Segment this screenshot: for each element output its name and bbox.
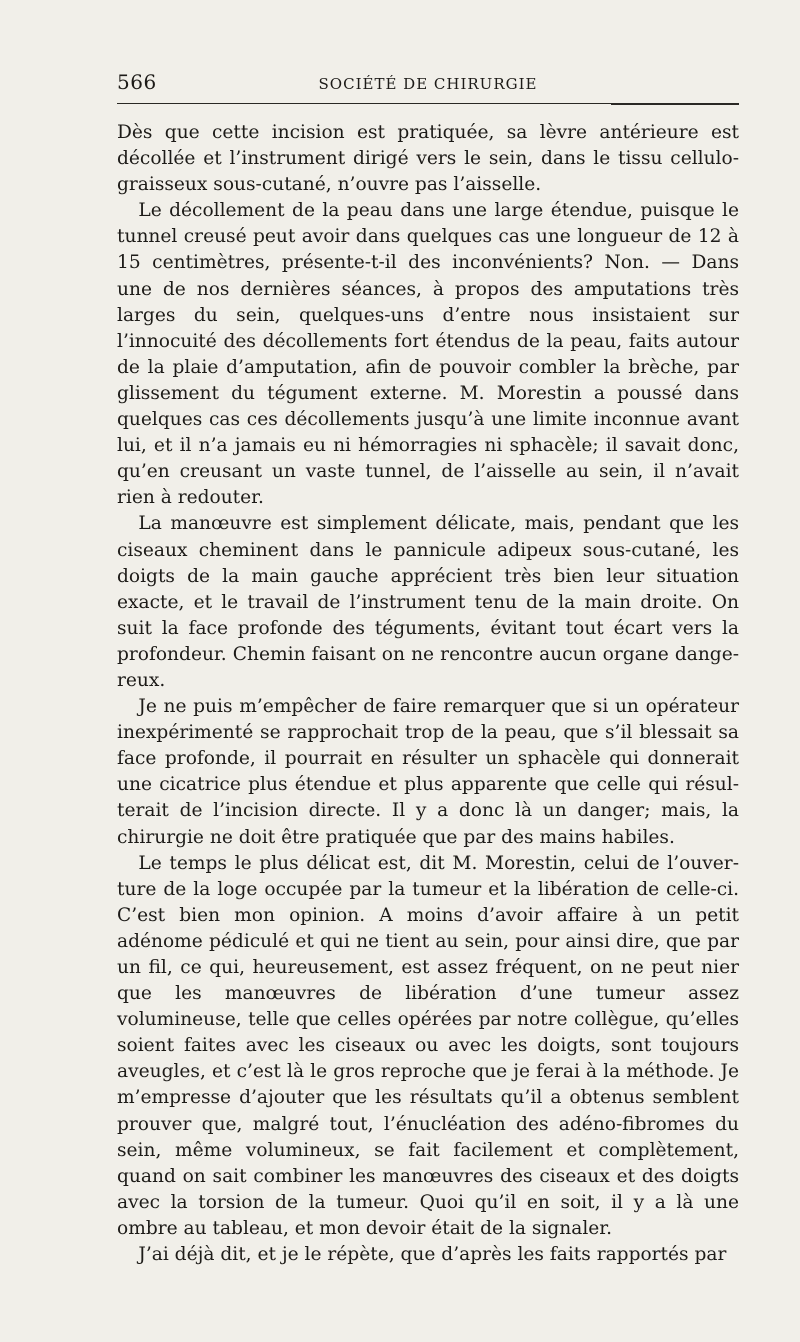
paragraph: Je ne puis m’empêcher de faire remarquer que si un opérateur inexpérimenté se rapprochait trop de la peau, que s’il blessait sa face profonde, il pourrait en résulter un sphacèle qui donnerait une cicatrice plus étendue et plus apparente que celle qui résulterait de l’incision directe. Il y a donc là un danger; mais, la chirurgie ne doit être pratiquée que par des mains habiles.	[117, 696, 739, 848]
paragraph: La manœuvre est simplement délicate, mais, pendant que les ciseaux cheminent dans le pannicule adipeux sous-cutané, les doigts de la main gauche apprécient très bien leur situation exacte, et le travail de l’instrument tenu de la main droite. On suit la face profonde des téguments, évitant tout écart vers la profondeur. Chemin faisant on ne rencontre aucun organe dangereux.	[117, 513, 739, 691]
paragraph: Le temps le plus délicat est, dit M. Morestin, celui de l’ouverture de la loge occupée par la tumeur et la libération de celle-ci. C’est bien mon opinion. A moins d’avoir affaire à un petit adénome pédiculé et qui ne tient au sein, pour ainsi dire, que par un fil, ce qui, heureusement, est assez fréquent, on ne peut nier que les manœuvres de libération d’une tumeur assez volumineuse, telle que celles opérées par notre collègue, qu’elles soient faites avec les ciseaux ou avec les doigts, sont toujours aveugles, et c’est là le gros reproche que je ferai à la méthode. Je m’empresse d’ajouter que les résultats qu’il a obtenus semblent prouver que, malgré tout, l’énucléation des adéno-fibromes du sein, même volumineux, se fait facilement et complètement, quand on sait combiner les manœuvres des ciseaux et des doigts avec la torsion de la tumeur. Quoi qu’il en soit, il y a là une ombre au tableau, et mon devoir était de la signaler.	[117, 852, 739, 1239]
body-text	[117, 120, 739, 1268]
paragraph: J’ai déjà dit, et je le répète, que d’après les faits rapportés par	[138, 1244, 727, 1266]
page-number: 566	[117, 70, 157, 94]
paragraph: Dès que cette incision est pratiquée, sa lèvre antérieure est décollée et l’instrument dirigé vers le sein, dans le tissu cellulo-graisseux sous-cutané, n’ouvre pas l’aisselle.	[117, 122, 739, 196]
header-rule	[117, 103, 739, 104]
paragraph: Le décollement de la peau dans une large étendue, puisque le tunnel creusé peut avoir dans quelques cas une longueur de 12 à 15 centimètres, présente-t-il des inconvénients? Non. — Dans une de nos dernières séances, à propos des amputations très larges du sein, quelques-uns d’entre nous insistaient sur l’innocuité des décollements fort étendus de la peau, faits autour de la plaie d’amputation, afin de pouvoir combler la brèche, par glissement du tégument externe. M. Morestin a poussé dans quelques cas ces décollements jusqu’à une limite inconnue avant lui, et il n’a jamais eu ni hémorragies ni sphacèle; il savait donc, qu’en creusant un vaste tunnel, de l’aisselle au sein, il n’avait rien à redouter.	[117, 200, 739, 509]
page-header	[117, 68, 739, 102]
running-title: SOCIÉTÉ DE CHIRURGIE	[318, 75, 538, 93]
